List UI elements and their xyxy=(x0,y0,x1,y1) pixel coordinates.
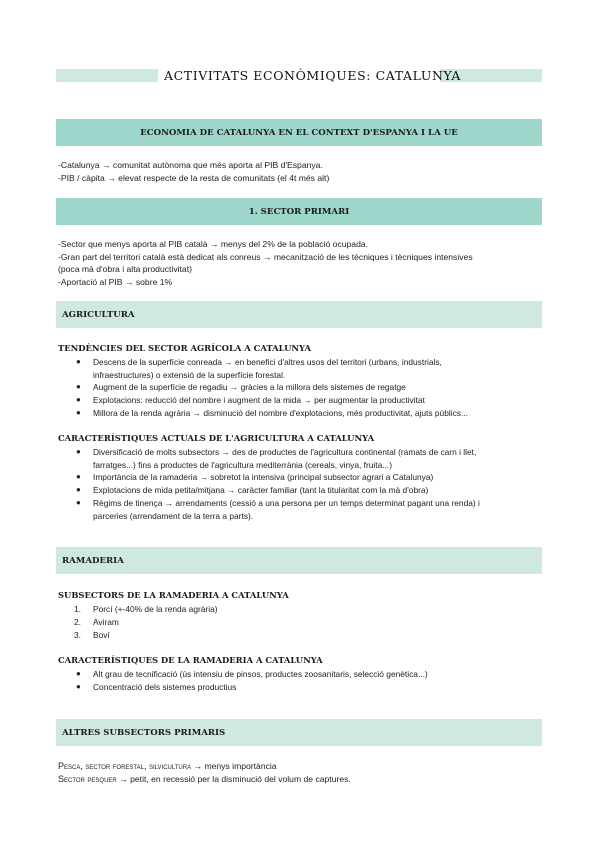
economia-line-2: -PIB / càpita → elevat respecte de la resta de comunitats (el 4t més alt) xyxy=(58,173,330,183)
bullet: ● xyxy=(76,682,81,691)
list-item: Boví xyxy=(93,630,110,640)
tendencies-heading: TENDÈNCIES DEL SECTOR AGRÍCOLA A CATALUNYA xyxy=(58,343,311,353)
list-item: Descens de la superfície conreada → en benefici d'altres usos del territori (urbans, industrials, infraestructures) o extensió de la superfície forestal. xyxy=(93,357,442,380)
bullet: ● xyxy=(76,382,81,391)
subsectors-heading: SUBSECTORS DE LA RAMADERIA A CATALUNYA xyxy=(58,590,289,600)
altres-line-2: Sector pesquer → petit, en recessió per la disminució del volum de captures. xyxy=(58,774,351,784)
caract-ramaderia-heading: CARACTERÍSTIQUES DE LA RAMADERIA A CATALUNYA xyxy=(58,655,323,665)
primari-heading: 1. SECTOR PRIMARI xyxy=(56,198,542,225)
list-number: 2. xyxy=(74,617,81,627)
list-number: 1. xyxy=(74,604,81,614)
list-item: Augment de la superfície de regadiu → gràcies a la millora dels sistemes de regatge xyxy=(93,382,406,392)
primari-line-2: -Gran part del territori català està dedicat als conreus → mecanització de les tècniques i tècniques intensives xyxy=(58,252,473,262)
list-item: Diversificació de molts subsectors → des de productes de l'agricultura continental (ramats de carn i llet, farratges...) fins a productes de l'agricultura mediterrània (cereals, vinya, fruita...) xyxy=(93,447,477,470)
list-item: Alt grau de tecnificació (ús intensiu de pinsos, productes zoosanitaris, selecció genètica...) xyxy=(93,669,428,679)
list-item: Explotacions de mida petita/mitjana → caràcter familiar (tant la titularitat com la mà d'obra) xyxy=(93,485,429,495)
list-item: Explotacions: reducció del nombre i augment de la mida → per augmentar la productivitat xyxy=(93,395,425,405)
altres-section: ALTRES SUBSECTORS PRIMARIS xyxy=(56,719,542,746)
list-number: 3. xyxy=(74,630,81,640)
economia-heading: ECONOMIA DE CATALUNYA EN EL CONTEXT D'ESPANYA I LA UE xyxy=(56,119,542,146)
bullet: ● xyxy=(76,485,81,494)
agricultura-section: AGRICULTURA xyxy=(56,301,542,328)
list-item: Millora de la renda agrària → disminució del nombre d'explotacions, més productivitat, ajuts públics... xyxy=(93,408,468,418)
bullet: ● xyxy=(76,472,81,481)
bullet: ● xyxy=(76,447,81,456)
bullet: ● xyxy=(76,357,81,366)
caract-agricultura-heading: CARACTERÍSTIQUES ACTUALS DE L'AGRICULTURA A CATALUNYA xyxy=(58,433,375,443)
list-item: Règims de tinença → arrendaments (cessió a una persona per un temps determinat pagant una renda) i parceries (arrendament de la terra a parts). xyxy=(93,498,480,521)
list-item: Concentració dels sistemes productius xyxy=(93,682,237,692)
list-item: Porcí (+-40% de la renda agrària) xyxy=(93,604,218,614)
primari-line-4: -Aportació al PIB → sobre 1% xyxy=(58,277,173,287)
economia-line-1: -Catalunya → comunitat autònoma que més aporta al PIB d'Espanya. xyxy=(58,160,323,170)
primari-line-3: (poca mà d'obra i alta productivitat) xyxy=(58,264,192,274)
list-item: Aviram xyxy=(93,617,119,627)
bullet: ● xyxy=(76,669,81,678)
page-title: ACTIVITATS ECONÒMIQUES: CATALUNYA xyxy=(158,66,440,86)
bullet: ● xyxy=(76,498,81,507)
ramaderia-section: RAMADERIA xyxy=(56,547,542,574)
bullet: ● xyxy=(76,408,81,417)
altres-line-1: Pesca, sector forestal, silvicultura → menys importància xyxy=(58,761,277,771)
bullet: ● xyxy=(76,395,81,404)
list-item: Importància de la ramaderia → sobretot la intensiva (principal subsector agrari a Catalunya) xyxy=(93,472,434,482)
primari-line-1: -Sector que menys aporta al PIB català → menys del 2% de la població ocupada. xyxy=(58,239,369,249)
